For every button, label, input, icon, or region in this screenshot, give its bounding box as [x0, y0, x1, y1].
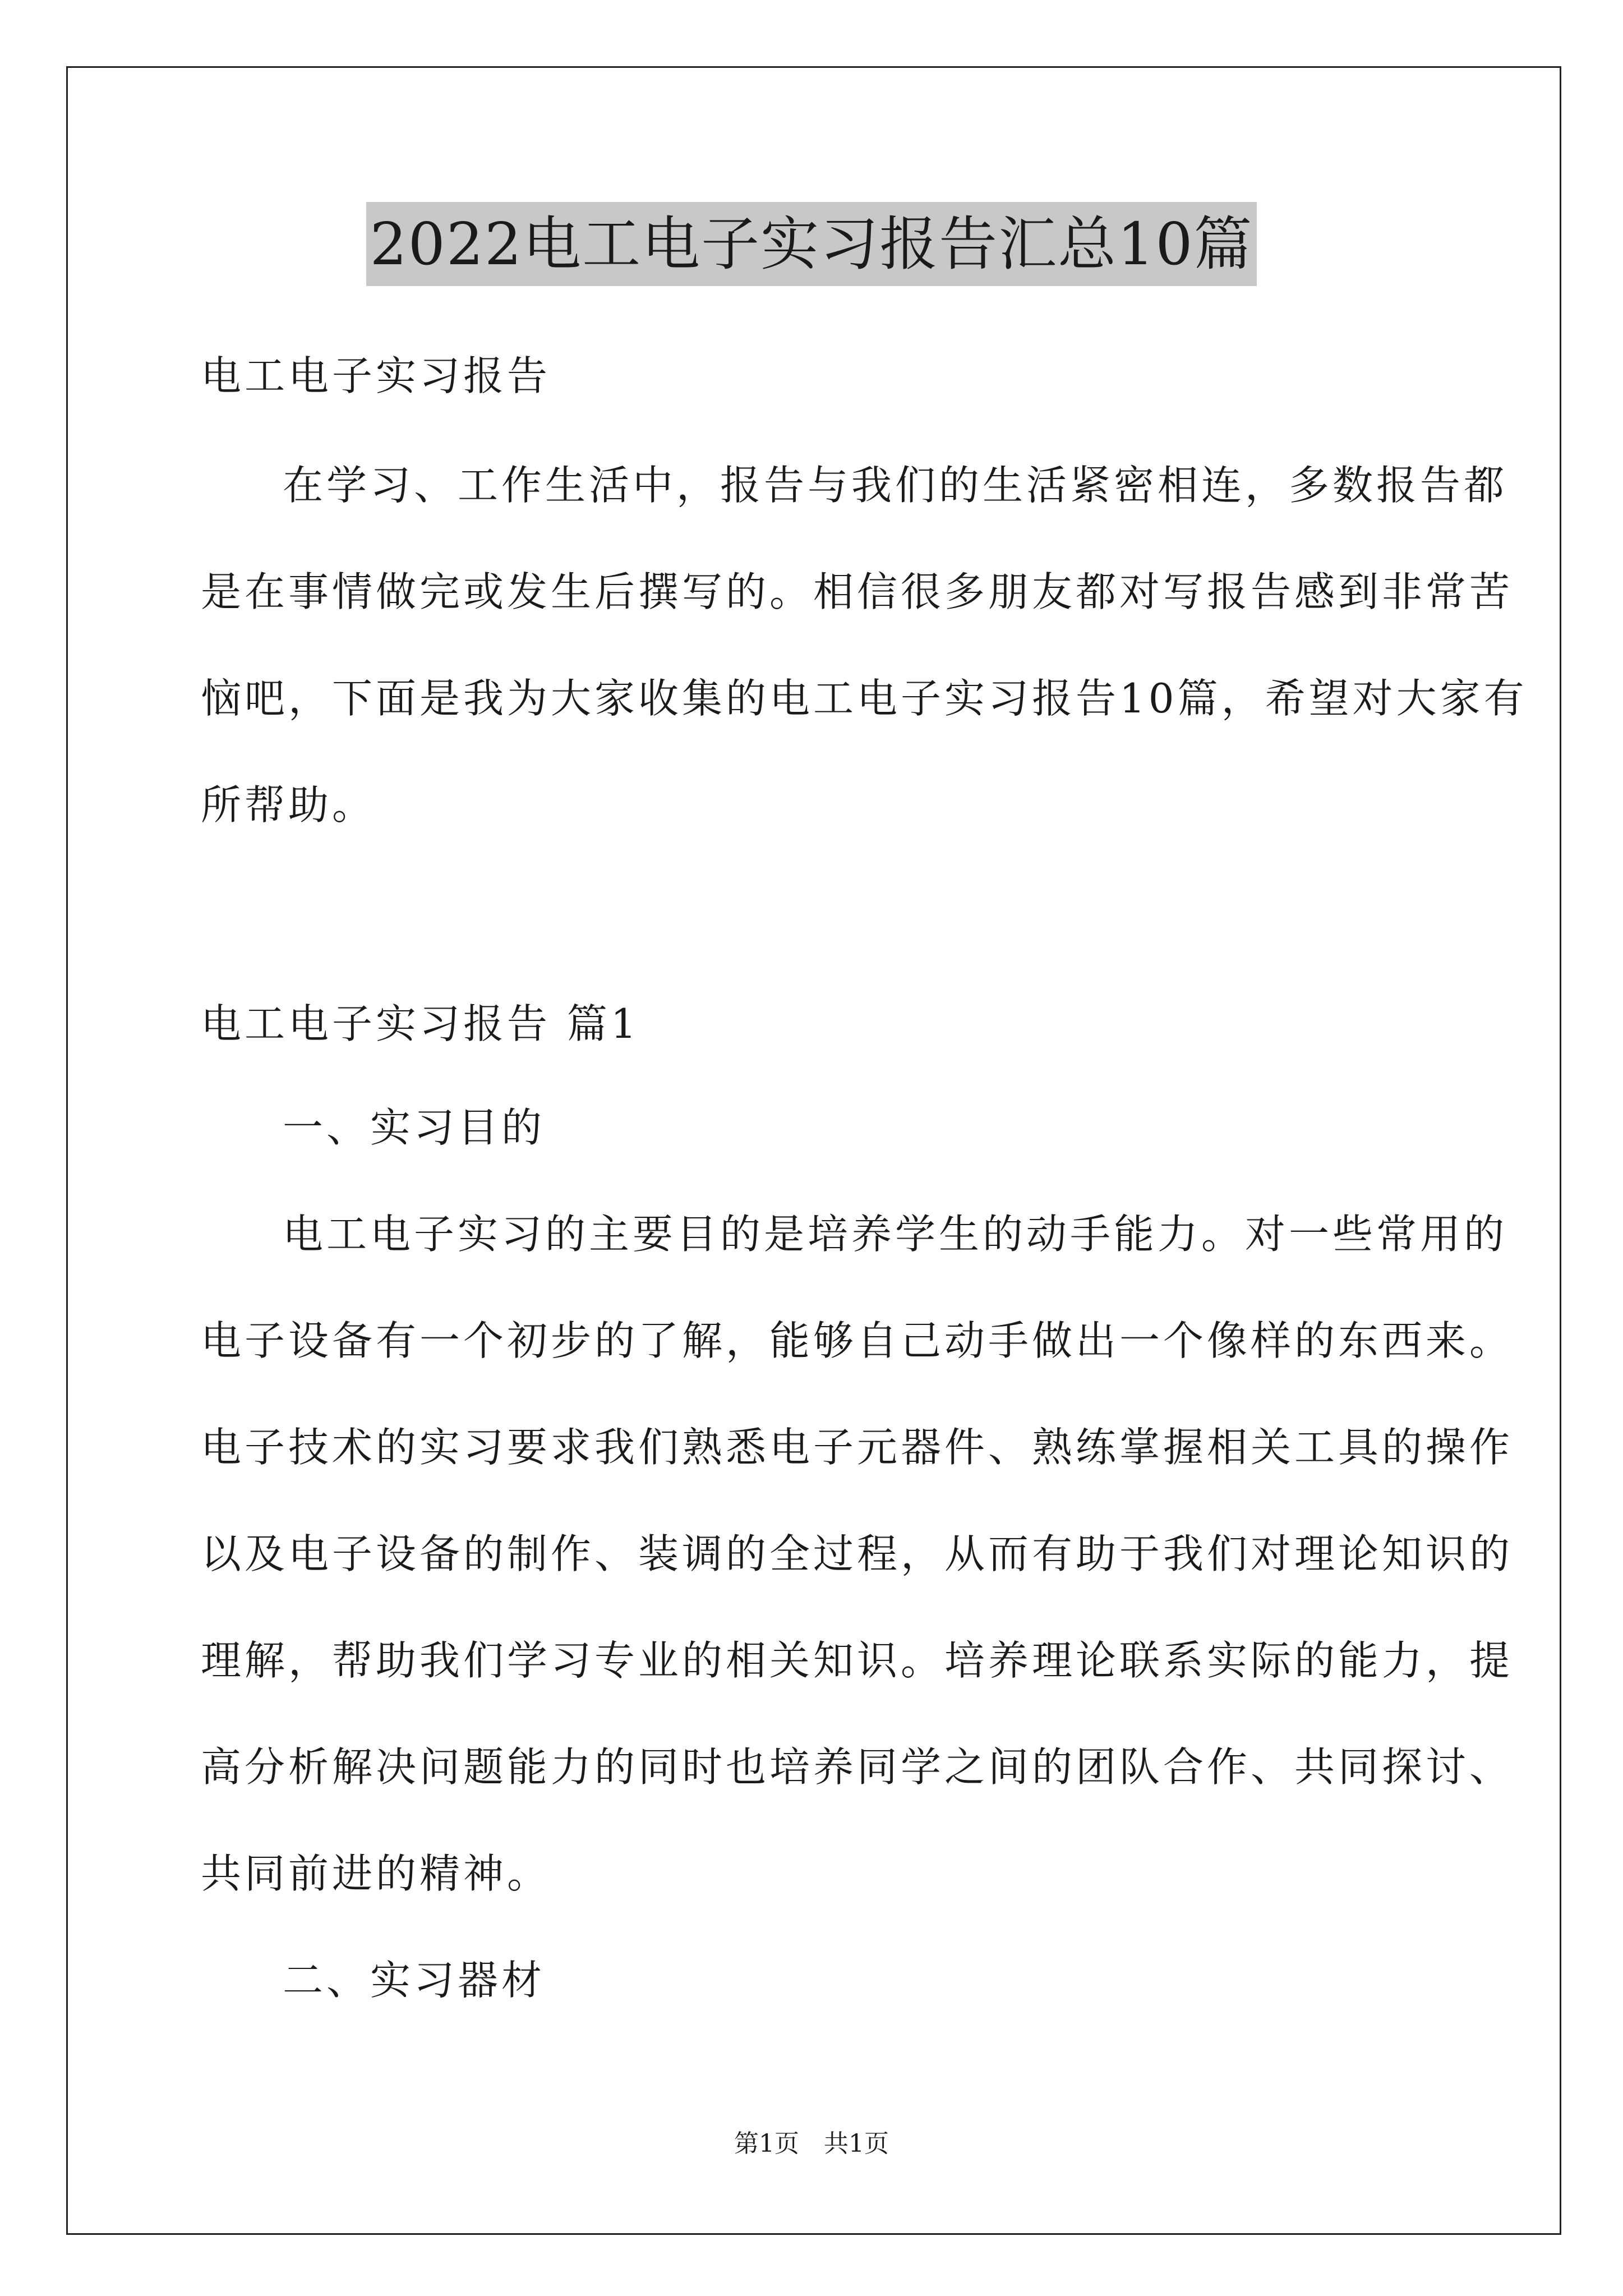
paragraph-line: 电子技术的实习要求我们熟悉电子元器件、熟练掌握相关工具的操作 [201, 1424, 1514, 1471]
paragraph-line: 共同前进的精神。 [201, 1850, 551, 1897]
paragraph-line: 电子设备有一个初步的了解，能够自己动手做出一个像样的东西来。 [201, 1317, 1514, 1364]
page-footer: 第1页 共1页 [734, 2129, 889, 2158]
section-heading: 电工电子实习报告 篇1 [201, 1000, 640, 1047]
section-heading: 电工电子实习报告 [201, 352, 551, 399]
paragraph-line: 电工电子实习的主要目的是培养学生的动手能力。对一些常用的 [283, 1211, 1508, 1258]
paragraph-line: 恼吧，下面是我为大家收集的电工电子实习报告10篇，希望对大家有 [201, 675, 1528, 722]
paragraph-line: 理解，帮助我们学习专业的相关知识。培养理论联系实际的能力，提 [201, 1637, 1514, 1684]
subsection-heading: 二、实习器材 [283, 1957, 546, 2004]
paragraph-line: 所帮助。 [201, 781, 376, 829]
title-wrap [0, 202, 1623, 286]
paragraph-line: 以及电子设备的制作、装调的全过程，从而有助于我们对理论知识的 [201, 1530, 1514, 1577]
document-title: 2022电工电子实习报告汇总10篇 [366, 202, 1256, 286]
subsection-heading: 一、实习目的 [283, 1104, 546, 1151]
paragraph-line: 是在事情做完或发生后撰写的。相信很多朋友都对写报告感到非常苦 [201, 568, 1514, 615]
paragraph-line: 高分析解决问题能力的同时也培养同学之间的团队合作、共同探讨、 [201, 1743, 1514, 1791]
paragraph-line: 在学习、工作生活中，报告与我们的生活紧密相连，多数报告都 [283, 462, 1508, 509]
